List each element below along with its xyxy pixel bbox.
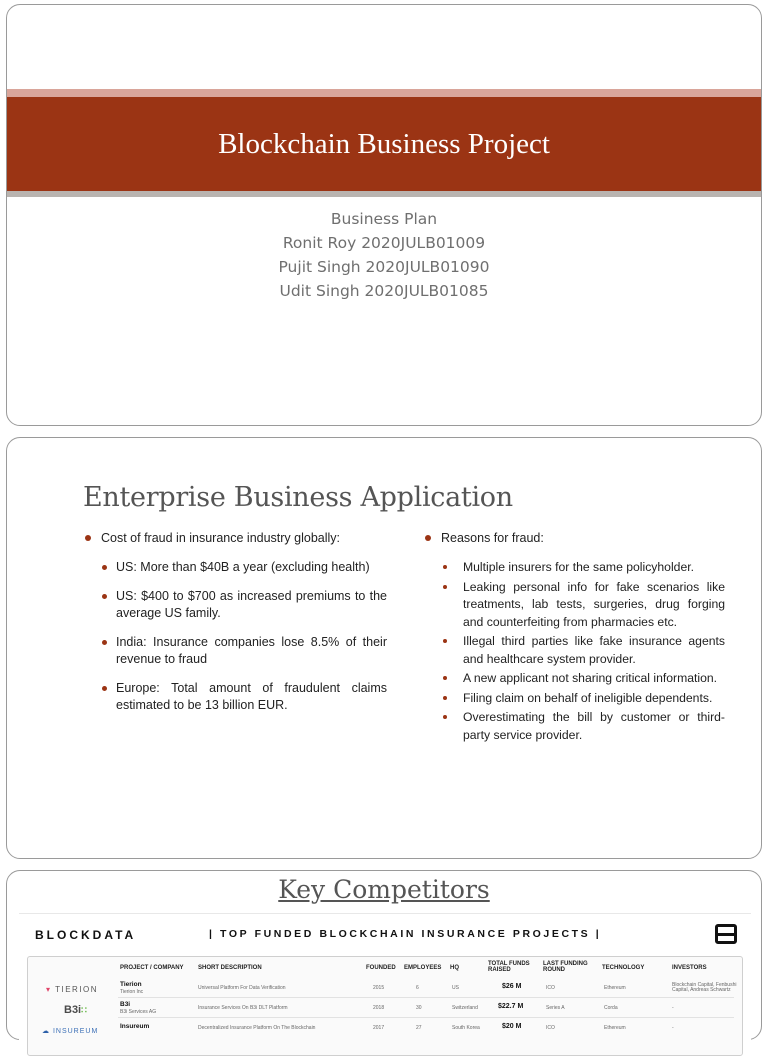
bullet-icon (85, 535, 91, 541)
bullet-icon (443, 676, 447, 680)
column-header: INVESTORS (672, 965, 707, 971)
list-item: Illegal third parties like fake insurance agents and healthcare system provider. (441, 633, 725, 668)
fraud-reasons-column (425, 530, 725, 746)
technology: Ethereum (604, 985, 626, 991)
column-header: EMPLOYEES (404, 965, 442, 971)
bullet-icon (102, 594, 107, 599)
technology: Ethereum (604, 1025, 626, 1031)
title-slide (6, 4, 762, 426)
bullet-icon (443, 639, 447, 643)
column-header: HQ (450, 965, 459, 971)
column-header: SHORT DESCRIPTION (198, 965, 262, 971)
list-item: A new applicant not sharing critical information. (441, 670, 725, 688)
presentation-title: Blockchain Business Project (218, 128, 550, 160)
column-header: LAST FUNDING ROUND (543, 961, 588, 973)
fraud-cost-list (101, 559, 387, 714)
column-header: TOTAL FUNDS RAISED (488, 961, 530, 973)
bullet-icon (443, 715, 447, 719)
list-item: Leaking personal info for fake scenarios like treatments, lab tests, surgeries, drug forging and counterfeiting from pharmacies etc. (441, 579, 725, 632)
subtitle-line: Udit Singh 2020JULB01085 (279, 282, 489, 300)
title-band-bottom-stripe (7, 191, 761, 197)
founded: 2018 (373, 1005, 385, 1011)
title-band-top-stripe (7, 89, 761, 97)
column-header: FOUNDED (366, 965, 396, 971)
hq: Switzerland (452, 1005, 478, 1011)
funds-raised: $22.7 M (498, 1003, 524, 1010)
founded: 2017 (373, 1025, 385, 1031)
column-header: PROJECT / COMPANY (120, 965, 184, 971)
funds-raised: $20 M (502, 1023, 522, 1030)
competitors-table (27, 956, 743, 1056)
hq: South Korea (452, 1025, 480, 1031)
last-round: Series A (546, 1005, 565, 1011)
competitors-table-image (19, 913, 751, 1053)
investors: Blockchain Capital, Fenbushi Capital, Andreas Schwartz (672, 982, 737, 993)
company-desc: Insurance Services On B3i DLT Platform (198, 1005, 288, 1011)
bullet-icon (443, 696, 447, 700)
last-round: ICO (546, 985, 555, 991)
list-item: US: More than $40B a year (excluding health) (101, 559, 387, 576)
bullet-heading: Reasons for fraud: (425, 530, 725, 547)
list-item: US: $400 to $700 as increased premiums to the average US family. (101, 588, 387, 622)
subtitle-line: Ronit Roy 2020JULB01009 (282, 234, 486, 252)
subtitle-block (7, 207, 761, 303)
company-name: B3i (120, 1001, 131, 1008)
row-divider (118, 997, 734, 998)
blockdata-logo: BLOCKDATA (35, 928, 137, 942)
bullet-icon (102, 640, 107, 645)
list-item: Overestimating the bill by customer or third-party service provider. (441, 709, 725, 744)
row-divider (118, 1017, 734, 1018)
list-item: Europe: Total amount of fraudulent claims estimated to be 13 billion EUR. (101, 680, 387, 714)
slide-title: Enterprise Business Application (83, 482, 513, 513)
fraud-cost-column (85, 530, 387, 726)
bullet-heading: Cost of fraud in insurance industry globally: (85, 530, 387, 547)
founded: 2015 (373, 985, 385, 991)
investors: - (672, 1005, 674, 1011)
table-heading: | TOP FUNDED BLOCKCHAIN INSURANCE PROJECTS | (209, 928, 602, 940)
tierion-logo: ▾ TIERION (46, 985, 99, 994)
employees: 27 (416, 1025, 422, 1031)
employees: 30 (416, 1005, 422, 1011)
bullet-icon (443, 585, 447, 589)
last-round: ICO (546, 1025, 555, 1031)
column-header: TECHNOLOGY (602, 965, 645, 971)
list-item: Filing claim on behalf of ineligible dependents. (441, 690, 725, 708)
fraud-reasons-list (441, 559, 725, 744)
enterprise-slide (6, 437, 762, 859)
b3i-logo: B3i∷ (64, 1004, 87, 1016)
company-sub: Tierion Inc (120, 989, 144, 995)
insureum-logo: ☁ INSUREUM (42, 1028, 99, 1035)
funds-raised: $26 M (502, 983, 522, 990)
company-sub: B3i Services AG (120, 1009, 157, 1015)
slide-title: Key Competitors (278, 875, 490, 904)
company-name: Insureum (120, 1023, 150, 1030)
list-item: India: Insurance companies lose 8.5% of their revenue to fraud (101, 634, 387, 668)
blockdata-mark-icon (715, 924, 737, 944)
bullet-icon (443, 565, 447, 569)
competitors-slide (6, 870, 762, 1040)
investors: - (672, 1025, 674, 1031)
hq: US (452, 985, 459, 991)
bullet-icon (102, 565, 107, 570)
subtitle-line: Pujit Singh 2020JULB01090 (278, 258, 490, 276)
bullet-icon (425, 535, 431, 541)
bullet-icon (102, 686, 107, 691)
list-item: Multiple insurers for the same policyholder. (441, 559, 725, 577)
technology: Corda (604, 1005, 618, 1011)
company-desc: Decentralized Insurance Platform On The Blockchain (198, 1025, 316, 1031)
employees: 6 (416, 985, 419, 991)
company-name: Tierion (120, 981, 142, 988)
subtitle-line: Business Plan (330, 210, 438, 228)
company-desc: Universal Platform For Data Verification (198, 985, 286, 991)
